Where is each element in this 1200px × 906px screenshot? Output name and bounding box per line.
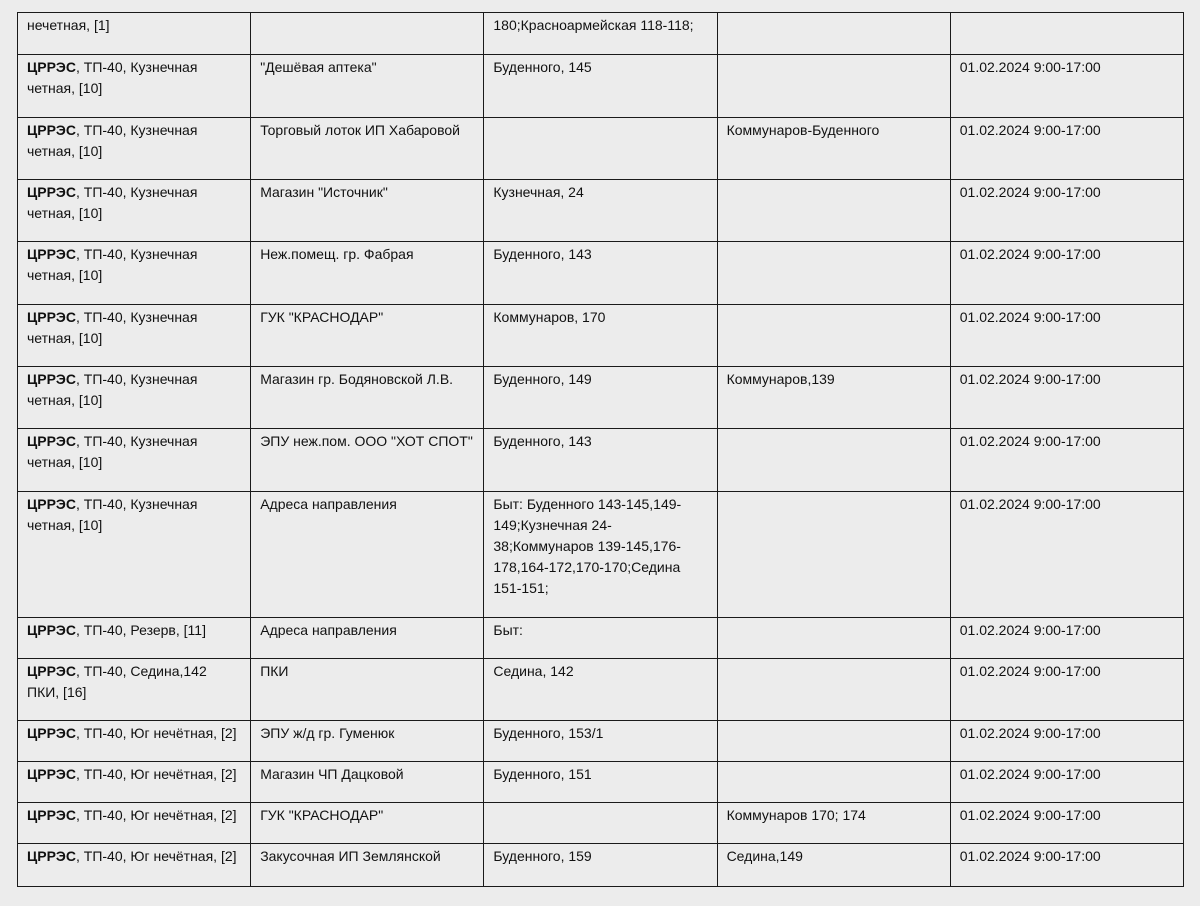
table-row xyxy=(18,13,1184,55)
table-row xyxy=(18,492,1184,618)
address-cell: Быт: xyxy=(484,618,717,659)
extra-address-cell xyxy=(717,429,950,492)
address-cell: Буденного, 159 xyxy=(484,844,717,887)
extra-address-cell xyxy=(717,618,950,659)
feeder-cell xyxy=(18,618,251,659)
date-cell: 01.02.2024 9:00-17:00 xyxy=(950,618,1183,659)
date-cell: 01.02.2024 9:00-17:00 xyxy=(950,305,1183,367)
extra-address-cell xyxy=(717,13,950,55)
table-row xyxy=(18,659,1184,721)
feeder-label: , ТП-40, Кузнечная четная, [10] xyxy=(27,309,198,346)
address-cell: Буденного, 153/1 xyxy=(484,721,717,762)
feeder-label: , ТП-40, Юг нечётная, [2] xyxy=(75,766,237,782)
date-cell: 01.02.2024 9:00-17:00 xyxy=(950,118,1183,180)
date-cell: 01.02.2024 9:00-17:00 xyxy=(950,844,1183,887)
feeder-cell xyxy=(18,180,251,242)
consumer-cell: ПКИ xyxy=(251,659,484,721)
consumer-cell: Торговый лоток ИП Хабаровой xyxy=(251,118,484,180)
feeder-label: , ТП-40, Юг нечётная, [2] xyxy=(75,848,237,864)
branch-label: ЦРРЭС xyxy=(27,246,76,262)
consumer-cell: "Дешёвая аптека" xyxy=(251,55,484,118)
extra-address-cell: Седина,149 xyxy=(717,844,950,887)
feeder-cell xyxy=(18,721,251,762)
feeder-label: , ТП-40, Резерв, [11] xyxy=(75,622,206,638)
date-cell: 01.02.2024 9:00-17:00 xyxy=(950,55,1183,118)
branch-label: ЦРРЭС xyxy=(27,371,76,387)
table-row xyxy=(18,242,1184,305)
extra-address-cell: Коммунаров-Буденного xyxy=(717,118,950,180)
table-row xyxy=(18,305,1184,367)
address-cell: Буденного, 149 xyxy=(484,367,717,429)
branch-label: ЦРРЭС xyxy=(27,848,76,864)
date-cell: 01.02.2024 9:00-17:00 xyxy=(950,803,1183,844)
address-cell: 180;Красноармейская 118-118; xyxy=(484,13,717,55)
feeder-cell xyxy=(18,242,251,305)
consumer-cell: ГУК "КРАСНОДАР" xyxy=(251,305,484,367)
branch-label: ЦРРЭС xyxy=(27,663,76,679)
address-cell: Быт: Буденного 143-145,149-149;Кузнечная 24-38;Коммунаров 139-145,176-178,164-172,170-170;Седина 151-151; xyxy=(484,492,717,618)
extra-address-cell: Коммунаров,139 xyxy=(717,367,950,429)
branch-label: ЦРРЭС xyxy=(27,725,76,741)
outage-schedule-table xyxy=(17,12,1184,887)
feeder-label: , ТП-40, Кузнечная четная, [10] xyxy=(27,496,198,533)
address-cell: Кузнечная, 24 xyxy=(484,180,717,242)
extra-address-cell xyxy=(717,180,950,242)
date-cell: 01.02.2024 9:00-17:00 xyxy=(950,659,1183,721)
consumer-cell: ЭПУ неж.пом. ООО "ХОТ СПОТ" xyxy=(251,429,484,492)
feeder-label: , ТП-40, Кузнечная четная, [10] xyxy=(27,433,198,470)
date-cell: 01.02.2024 9:00-17:00 xyxy=(950,721,1183,762)
feeder-label: нечетная, [1] xyxy=(27,17,110,33)
consumer-cell: Магазин гр. Бодяновской Л.В. xyxy=(251,367,484,429)
table-row xyxy=(18,721,1184,762)
feeder-cell xyxy=(18,762,251,803)
branch-label: ЦРРЭС xyxy=(27,496,76,512)
date-cell: 01.02.2024 9:00-17:00 xyxy=(950,492,1183,618)
extra-address-cell xyxy=(717,492,950,618)
branch-label: ЦРРЭС xyxy=(27,807,76,823)
extra-address-cell xyxy=(717,659,950,721)
table-row xyxy=(18,429,1184,492)
address-cell: Буденного, 145 xyxy=(484,55,717,118)
feeder-label: , ТП-40, Кузнечная четная, [10] xyxy=(27,184,198,221)
date-cell: 01.02.2024 9:00-17:00 xyxy=(950,180,1183,242)
feeder-label: , ТП-40, Кузнечная четная, [10] xyxy=(27,122,198,159)
feeder-cell xyxy=(18,55,251,118)
consumer-cell: Закусочная ИП Землянской xyxy=(251,844,484,887)
address-cell: Буденного, 151 xyxy=(484,762,717,803)
table-row xyxy=(18,618,1184,659)
branch-label: ЦРРЭС xyxy=(27,59,76,75)
consumer-cell xyxy=(251,13,484,55)
feeder-cell xyxy=(18,13,251,55)
table-row xyxy=(18,118,1184,180)
feeder-label: , ТП-40, Юг нечётная, [2] xyxy=(75,807,237,823)
date-cell xyxy=(950,13,1183,55)
branch-label: ЦРРЭС xyxy=(27,622,76,638)
consumer-cell: ЭПУ ж/д гр. Гуменюк xyxy=(251,721,484,762)
consumer-cell: Адреса направления xyxy=(251,618,484,659)
feeder-label: , ТП-40, Юг нечётная, [2] xyxy=(75,725,237,741)
table-row xyxy=(18,180,1184,242)
feeder-cell xyxy=(18,659,251,721)
branch-label: ЦРРЭС xyxy=(27,433,76,449)
feeder-cell xyxy=(18,367,251,429)
date-cell: 01.02.2024 9:00-17:00 xyxy=(950,367,1183,429)
feeder-cell xyxy=(18,429,251,492)
feeder-label: , ТП-40, Кузнечная четная, [10] xyxy=(27,246,198,283)
table-row xyxy=(18,55,1184,118)
consumer-cell: Магазин ЧП Дацковой xyxy=(251,762,484,803)
feeder-cell xyxy=(18,118,251,180)
branch-label: ЦРРЭС xyxy=(27,766,76,782)
feeder-label: , ТП-40, Седина,142 ПКИ, [16] xyxy=(27,663,207,700)
consumer-cell: ГУК "КРАСНОДАР" xyxy=(251,803,484,844)
consumer-cell: Адреса направления xyxy=(251,492,484,618)
date-cell: 01.02.2024 9:00-17:00 xyxy=(950,429,1183,492)
extra-address-cell xyxy=(717,721,950,762)
address-cell: Седина, 142 xyxy=(484,659,717,721)
branch-label: ЦРРЭС xyxy=(27,309,76,325)
address-cell: Буденного, 143 xyxy=(484,242,717,305)
address-cell: Буденного, 143 xyxy=(484,429,717,492)
feeder-cell xyxy=(18,844,251,887)
address-cell: Коммунаров, 170 xyxy=(484,305,717,367)
address-cell xyxy=(484,803,717,844)
consumer-cell: Неж.помещ. гр. Фабрая xyxy=(251,242,484,305)
extra-address-cell xyxy=(717,242,950,305)
consumer-cell: Магазин "Источник" xyxy=(251,180,484,242)
table-row xyxy=(18,803,1184,844)
feeder-label: , ТП-40, Кузнечная четная, [10] xyxy=(27,371,198,408)
date-cell: 01.02.2024 9:00-17:00 xyxy=(950,242,1183,305)
feeder-cell xyxy=(18,803,251,844)
extra-address-cell xyxy=(717,762,950,803)
table-row xyxy=(18,762,1184,803)
extra-address-cell xyxy=(717,55,950,118)
date-cell: 01.02.2024 9:00-17:00 xyxy=(950,762,1183,803)
address-cell xyxy=(484,118,717,180)
feeder-cell xyxy=(18,305,251,367)
table-row xyxy=(18,367,1184,429)
extra-address-cell xyxy=(717,305,950,367)
extra-address-cell: Коммунаров 170; 174 xyxy=(717,803,950,844)
feeder-label: , ТП-40, Кузнечная четная, [10] xyxy=(27,59,198,96)
table-row xyxy=(18,844,1184,887)
branch-label: ЦРРЭС xyxy=(27,184,76,200)
feeder-cell xyxy=(18,492,251,618)
branch-label: ЦРРЭС xyxy=(27,122,76,138)
